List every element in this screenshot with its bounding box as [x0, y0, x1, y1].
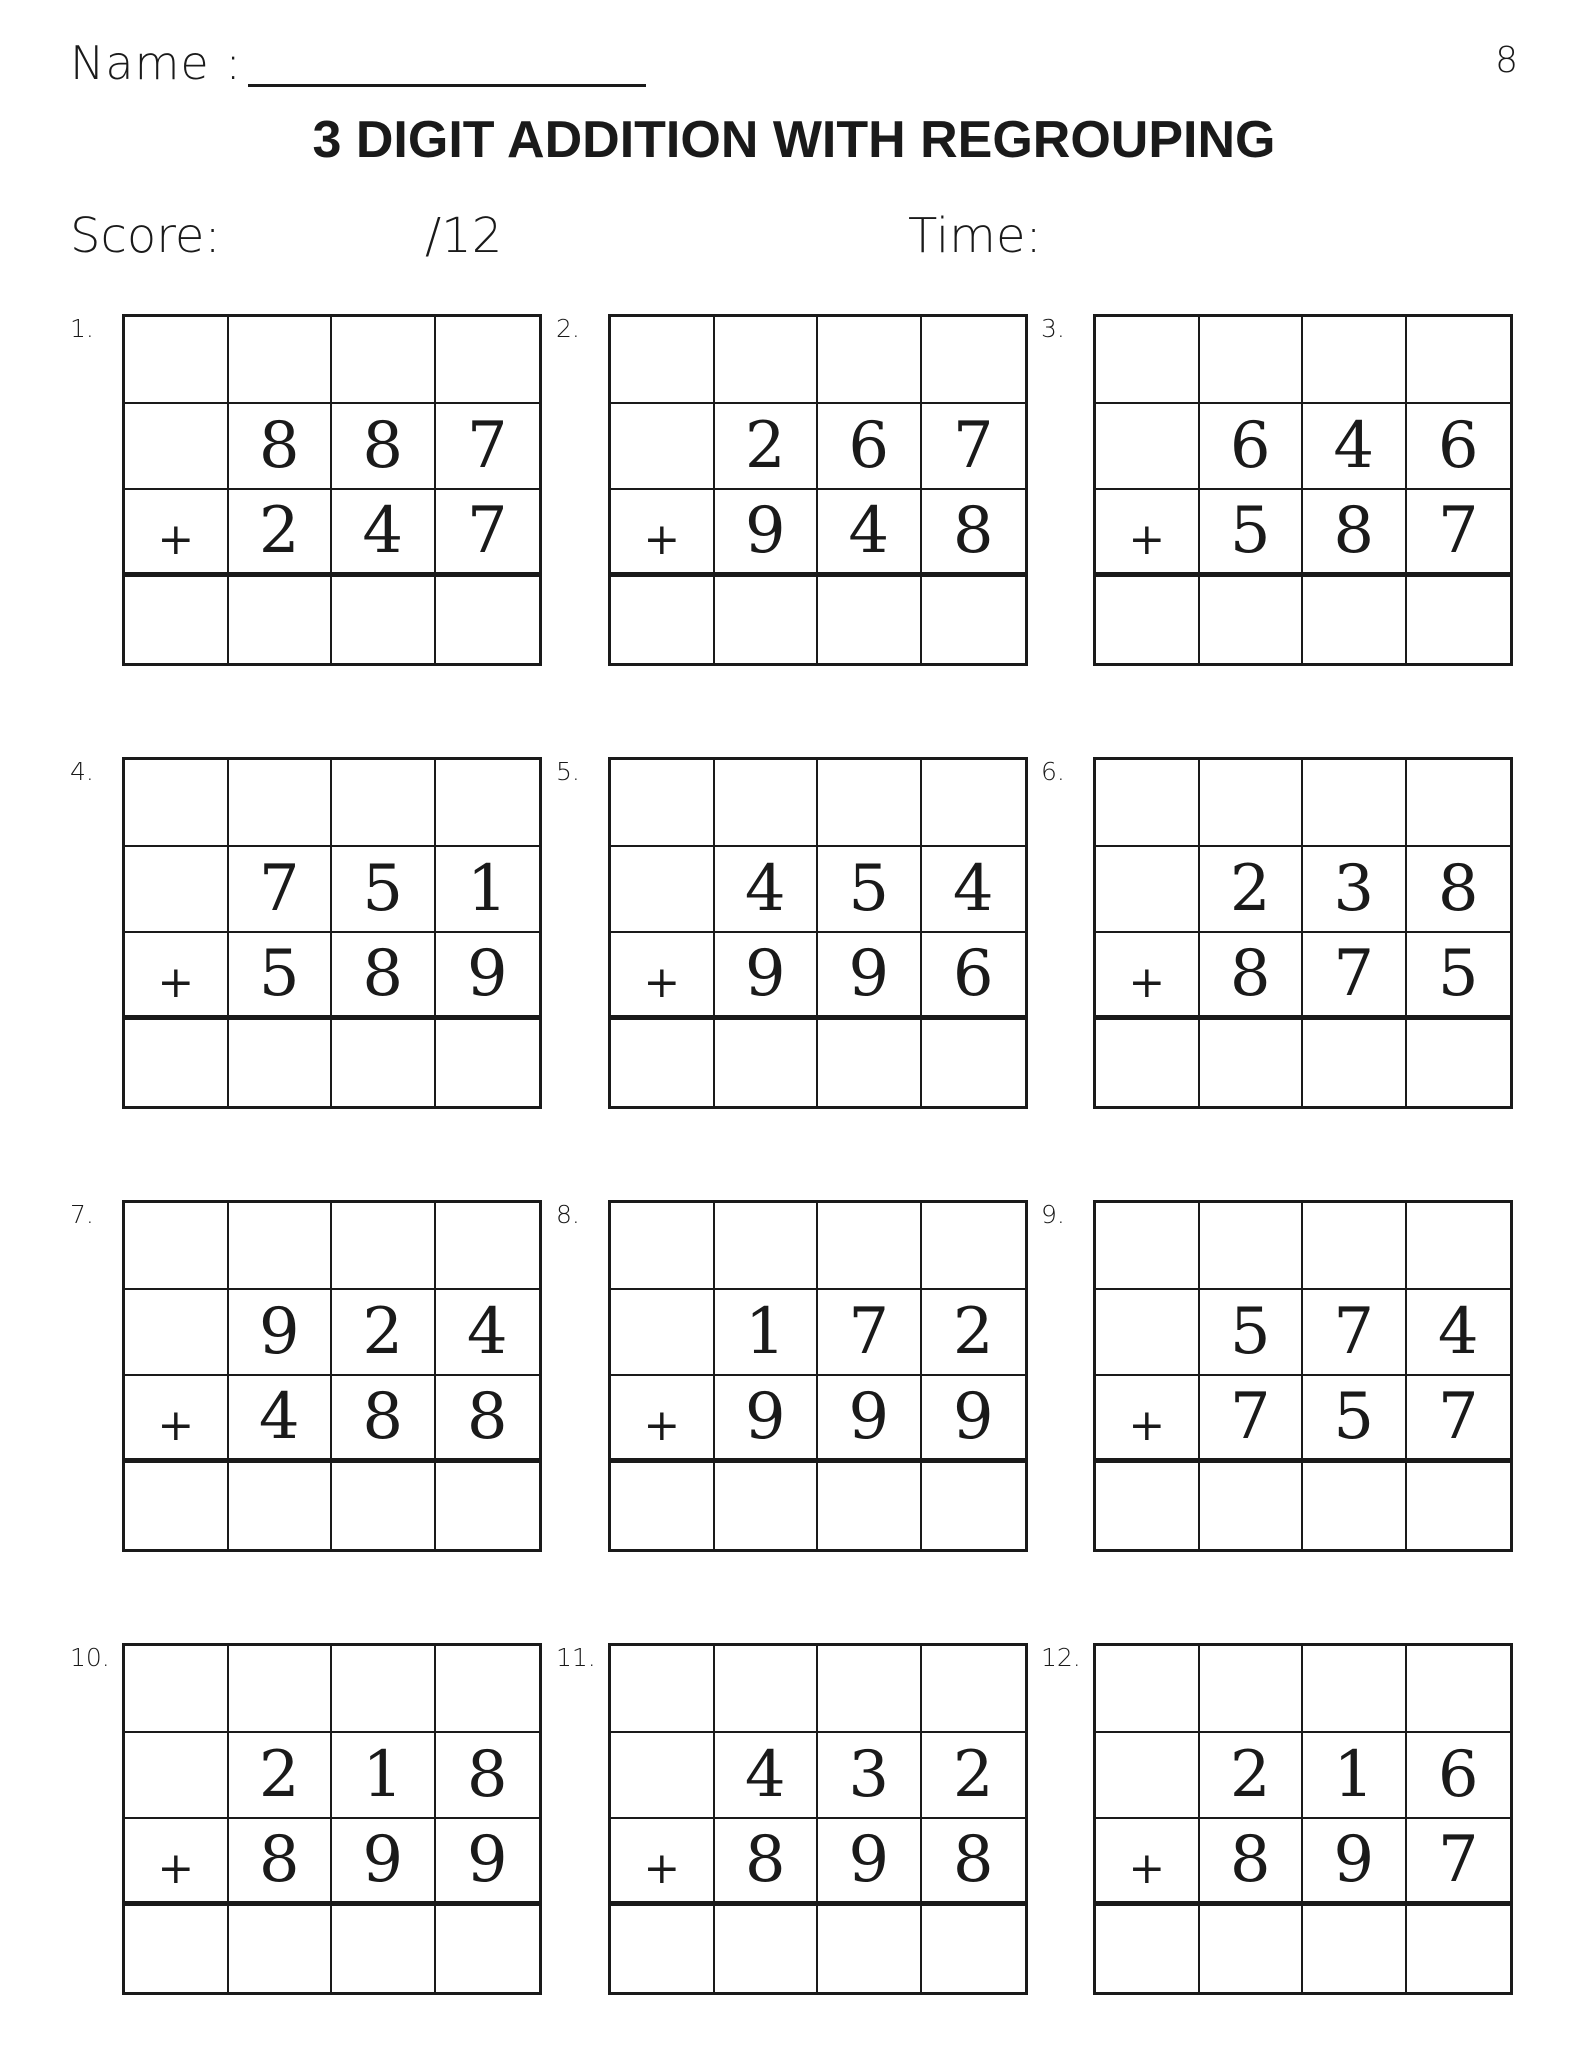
problem-8	[556, 1200, 1042, 1556]
answer-cell[interactable]	[1407, 1906, 1511, 1993]
carry-cell[interactable]	[611, 1646, 715, 1733]
problem-grid	[1093, 314, 1513, 666]
answer-cell[interactable]	[436, 1463, 540, 1550]
carry-cell[interactable]	[1303, 1646, 1407, 1733]
carry-cell[interactable]	[332, 760, 436, 847]
bottom-digit: 4	[818, 490, 922, 577]
problem-grid	[122, 314, 542, 666]
answer-cell[interactable]	[1200, 1020, 1304, 1107]
empty-cell	[611, 1290, 715, 1377]
answer-cell[interactable]	[922, 1020, 1026, 1107]
score-label: Score:	[70, 208, 221, 264]
answer-cell[interactable]	[1407, 1463, 1511, 1550]
bottom-digit: 8	[922, 490, 1026, 577]
bottom-digit: 8	[1200, 933, 1304, 1020]
bottom-digit: 2	[229, 490, 333, 577]
top-digit: 4	[715, 847, 819, 934]
bottom-digit: 9	[715, 933, 819, 1020]
plus-sign: +	[1096, 933, 1200, 1020]
carry-cell[interactable]	[229, 317, 333, 404]
top-digit: 4	[922, 847, 1026, 934]
carry-cell[interactable]	[611, 317, 715, 404]
answer-cell[interactable]	[229, 1906, 333, 1993]
name-label: Name :	[70, 36, 242, 90]
empty-cell	[125, 404, 229, 491]
carry-cell[interactable]	[229, 760, 333, 847]
bottom-digit: 5	[1407, 933, 1511, 1020]
carry-cell[interactable]	[715, 1203, 819, 1290]
problem-number: 6.	[1041, 757, 1065, 786]
problem-grid	[608, 1200, 1028, 1552]
top-digit: 2	[715, 404, 819, 491]
carry-cell[interactable]	[436, 317, 540, 404]
problem-number: 5.	[556, 757, 580, 786]
carry-cell[interactable]	[1407, 317, 1511, 404]
carry-cell[interactable]	[818, 1203, 922, 1290]
carry-cell[interactable]	[922, 317, 1026, 404]
problem-grid	[1093, 1200, 1513, 1552]
answer-cell[interactable]	[611, 1020, 715, 1107]
carry-cell[interactable]	[1096, 1646, 1200, 1733]
answer-cell[interactable]	[1407, 1020, 1511, 1107]
answer-cell[interactable]	[1303, 1906, 1407, 1993]
problem-1	[70, 314, 556, 670]
carry-cell[interactable]	[125, 317, 229, 404]
bottom-digit: 9	[436, 1819, 540, 1906]
problem-7	[70, 1200, 556, 1556]
plus-sign: +	[611, 1819, 715, 1906]
bottom-digit: 8	[715, 1819, 819, 1906]
problem-grid	[608, 757, 1028, 1109]
answer-cell[interactable]	[715, 577, 819, 664]
carry-cell[interactable]	[1407, 1646, 1511, 1733]
top-digit: 2	[922, 1290, 1026, 1377]
answer-cell[interactable]	[332, 1463, 436, 1550]
worksheet-title: 3 DIGIT ADDITION WITH REGROUPING	[312, 111, 1276, 169]
answer-cell[interactable]	[1096, 1020, 1200, 1107]
carry-cell[interactable]	[1200, 1646, 1304, 1733]
carry-cell[interactable]	[1407, 760, 1511, 847]
answer-cell[interactable]	[1303, 1463, 1407, 1550]
top-digit: 7	[229, 847, 333, 934]
answer-cell[interactable]	[1407, 577, 1511, 664]
top-digit: 2	[1200, 1733, 1304, 1820]
bottom-digit: 6	[922, 933, 1026, 1020]
answer-cell[interactable]	[125, 1463, 229, 1550]
empty-cell	[1096, 404, 1200, 491]
carry-cell[interactable]	[229, 1646, 333, 1733]
carry-cell[interactable]	[1303, 317, 1407, 404]
answer-cell[interactable]	[332, 1906, 436, 1993]
empty-cell	[1096, 847, 1200, 934]
bottom-digit: 8	[332, 1376, 436, 1463]
carry-cell[interactable]	[715, 1646, 819, 1733]
bottom-digit: 5	[1200, 490, 1304, 577]
bottom-digit: 5	[1303, 1376, 1407, 1463]
carry-cell[interactable]	[436, 1203, 540, 1290]
problem-4	[70, 757, 556, 1113]
problem-number: 3.	[1041, 314, 1065, 343]
answer-cell[interactable]	[715, 1463, 819, 1550]
plus-sign: +	[611, 490, 715, 577]
carry-cell[interactable]	[922, 1203, 1026, 1290]
answer-cell[interactable]	[715, 1906, 819, 1993]
carry-cell[interactable]	[229, 1203, 333, 1290]
top-digit: 3	[1303, 847, 1407, 934]
problem-number: 8.	[556, 1200, 580, 1229]
top-digit: 8	[1407, 847, 1511, 934]
problem-grid	[122, 757, 542, 1109]
bottom-digit: 9	[922, 1376, 1026, 1463]
empty-cell	[125, 1290, 229, 1377]
bottom-digit: 9	[818, 1376, 922, 1463]
bottom-digit: 4	[229, 1376, 333, 1463]
bottom-digit: 7	[1407, 1819, 1511, 1906]
bottom-digit: 9	[818, 1819, 922, 1906]
carry-cell[interactable]	[611, 760, 715, 847]
top-digit: 7	[818, 1290, 922, 1377]
answer-cell[interactable]	[332, 1020, 436, 1107]
answer-cell[interactable]	[1096, 1463, 1200, 1550]
problem-number: 12.	[1041, 1643, 1081, 1672]
bottom-digit: 7	[436, 490, 540, 577]
answer-cell[interactable]	[436, 1906, 540, 1993]
top-digit: 4	[1303, 404, 1407, 491]
top-digit: 2	[1200, 847, 1304, 934]
answer-cell[interactable]	[715, 1020, 819, 1107]
bottom-digit: 7	[1303, 933, 1407, 1020]
plus-sign: +	[611, 1376, 715, 1463]
top-digit: 7	[922, 404, 1026, 491]
carry-cell[interactable]	[332, 317, 436, 404]
plus-sign: +	[1096, 1376, 1200, 1463]
top-digit: 4	[715, 1733, 819, 1820]
answer-cell[interactable]	[922, 1906, 1026, 1993]
carry-cell[interactable]	[818, 1646, 922, 1733]
empty-cell	[611, 847, 715, 934]
name-blank-line[interactable]	[248, 84, 646, 87]
problem-grid	[1093, 1643, 1513, 1995]
top-digit: 5	[1200, 1290, 1304, 1377]
problem-number: 4.	[70, 757, 94, 786]
answer-cell[interactable]	[229, 1463, 333, 1550]
answer-cell[interactable]	[922, 1463, 1026, 1550]
answer-cell[interactable]	[611, 1906, 715, 1993]
top-digit: 5	[332, 847, 436, 934]
top-digit: 4	[1407, 1290, 1511, 1377]
answer-cell[interactable]	[125, 577, 229, 664]
top-digit: 4	[436, 1290, 540, 1377]
problem-number: 1.	[70, 314, 94, 343]
carry-cell[interactable]	[332, 1646, 436, 1733]
answer-cell[interactable]	[125, 1020, 229, 1107]
bottom-digit: 4	[332, 490, 436, 577]
problem-grid	[122, 1200, 542, 1552]
answer-cell[interactable]	[818, 1463, 922, 1550]
bottom-digit: 9	[715, 490, 819, 577]
answer-cell[interactable]	[1200, 1906, 1304, 1993]
problem-12	[1041, 1643, 1527, 1999]
empty-cell	[1096, 1290, 1200, 1377]
plus-sign: +	[1096, 490, 1200, 577]
carry-cell[interactable]	[1096, 317, 1200, 404]
carry-cell[interactable]	[332, 1203, 436, 1290]
bottom-digit: 8	[1200, 1819, 1304, 1906]
top-digit: 5	[818, 847, 922, 934]
problem-number: 11.	[556, 1643, 596, 1672]
plus-sign: +	[125, 490, 229, 577]
carry-cell[interactable]	[611, 1203, 715, 1290]
top-digit: 1	[332, 1733, 436, 1820]
carry-cell[interactable]	[1200, 1203, 1304, 1290]
bottom-digit: 5	[229, 933, 333, 1020]
page-number: 8	[1495, 40, 1518, 81]
top-digit: 1	[715, 1290, 819, 1377]
plus-sign: +	[125, 1376, 229, 1463]
time-label: Time:	[908, 208, 1042, 264]
bottom-digit: 8	[922, 1819, 1026, 1906]
plus-sign: +	[611, 933, 715, 1020]
bottom-digit: 7	[1407, 1376, 1511, 1463]
answer-cell[interactable]	[125, 1906, 229, 1993]
answer-cell[interactable]	[229, 1020, 333, 1107]
problem-6	[1041, 757, 1527, 1113]
top-digit: 7	[1303, 1290, 1407, 1377]
problem-grid	[608, 314, 1028, 666]
top-digit: 6	[1200, 404, 1304, 491]
answer-cell[interactable]	[1303, 1020, 1407, 1107]
top-digit: 8	[332, 404, 436, 491]
problem-grid	[608, 1643, 1028, 1995]
problem-number: 7.	[70, 1200, 94, 1229]
plus-sign: +	[1096, 1819, 1200, 1906]
top-digit: 6	[1407, 1733, 1511, 1820]
answer-cell[interactable]	[1096, 1906, 1200, 1993]
carry-cell[interactable]	[1096, 1203, 1200, 1290]
empty-cell	[611, 1733, 715, 1820]
bottom-digit: 9	[1303, 1819, 1407, 1906]
carry-cell[interactable]	[125, 1203, 229, 1290]
problem-number: 9.	[1041, 1200, 1065, 1229]
carry-cell[interactable]	[818, 317, 922, 404]
answer-cell[interactable]	[1200, 1463, 1304, 1550]
carry-cell[interactable]	[1303, 760, 1407, 847]
carry-cell[interactable]	[715, 760, 819, 847]
carry-cell[interactable]	[818, 760, 922, 847]
top-digit: 6	[818, 404, 922, 491]
answer-cell[interactable]	[1200, 577, 1304, 664]
bottom-digit: 7	[1407, 490, 1511, 577]
answer-cell[interactable]	[611, 577, 715, 664]
carry-cell[interactable]	[125, 1646, 229, 1733]
problem-number: 2.	[556, 314, 580, 343]
answer-cell[interactable]	[229, 577, 333, 664]
empty-cell	[1096, 1733, 1200, 1820]
bottom-digit: 8	[229, 1819, 333, 1906]
carry-cell[interactable]	[1303, 1203, 1407, 1290]
problem-10	[70, 1643, 556, 1999]
empty-cell	[125, 1733, 229, 1820]
answer-cell[interactable]	[818, 1020, 922, 1107]
top-digit: 3	[818, 1733, 922, 1820]
carry-cell[interactable]	[1096, 760, 1200, 847]
answer-cell[interactable]	[436, 1020, 540, 1107]
carry-cell[interactable]	[1407, 1203, 1511, 1290]
carry-cell[interactable]	[1200, 760, 1304, 847]
top-digit: 2	[332, 1290, 436, 1377]
answer-cell[interactable]	[818, 577, 922, 664]
bottom-digit: 9	[436, 933, 540, 1020]
problem-grid	[1093, 757, 1513, 1109]
bottom-digit: 9	[332, 1819, 436, 1906]
bottom-digit: 8	[332, 933, 436, 1020]
problem-3	[1041, 314, 1527, 670]
top-digit: 8	[229, 404, 333, 491]
bottom-digit: 8	[436, 1376, 540, 1463]
answer-cell[interactable]	[611, 1463, 715, 1550]
top-digit: 8	[436, 1733, 540, 1820]
plus-sign: +	[125, 1819, 229, 1906]
empty-cell	[611, 404, 715, 491]
score-total: /12	[425, 208, 503, 264]
carry-cell[interactable]	[922, 1646, 1026, 1733]
problem-number: 10.	[70, 1643, 110, 1672]
top-digit: 1	[436, 847, 540, 934]
answer-cell[interactable]	[436, 577, 540, 664]
bottom-digit: 8	[1303, 490, 1407, 577]
answer-cell[interactable]	[818, 1906, 922, 1993]
answer-cell[interactable]	[332, 577, 436, 664]
bottom-digit: 9	[715, 1376, 819, 1463]
carry-cell[interactable]	[125, 760, 229, 847]
carry-cell[interactable]	[922, 760, 1026, 847]
answer-cell[interactable]	[922, 577, 1026, 664]
problem-9	[1041, 1200, 1527, 1556]
plus-sign: +	[125, 933, 229, 1020]
top-digit: 6	[1407, 404, 1511, 491]
answer-cell[interactable]	[1096, 577, 1200, 664]
top-digit: 2	[229, 1733, 333, 1820]
carry-cell[interactable]	[1200, 317, 1304, 404]
problem-2	[556, 314, 1042, 670]
carry-cell[interactable]	[715, 317, 819, 404]
answer-cell[interactable]	[1303, 577, 1407, 664]
carry-cell[interactable]	[436, 760, 540, 847]
top-digit: 7	[436, 404, 540, 491]
empty-cell	[125, 847, 229, 934]
carry-cell[interactable]	[436, 1646, 540, 1733]
bottom-digit: 9	[818, 933, 922, 1020]
problem-5	[556, 757, 1042, 1113]
bottom-digit: 7	[1200, 1376, 1304, 1463]
top-digit: 1	[1303, 1733, 1407, 1820]
problem-grid	[122, 1643, 542, 1995]
top-digit: 2	[922, 1733, 1026, 1820]
problem-11	[556, 1643, 1042, 1999]
top-digit: 9	[229, 1290, 333, 1377]
